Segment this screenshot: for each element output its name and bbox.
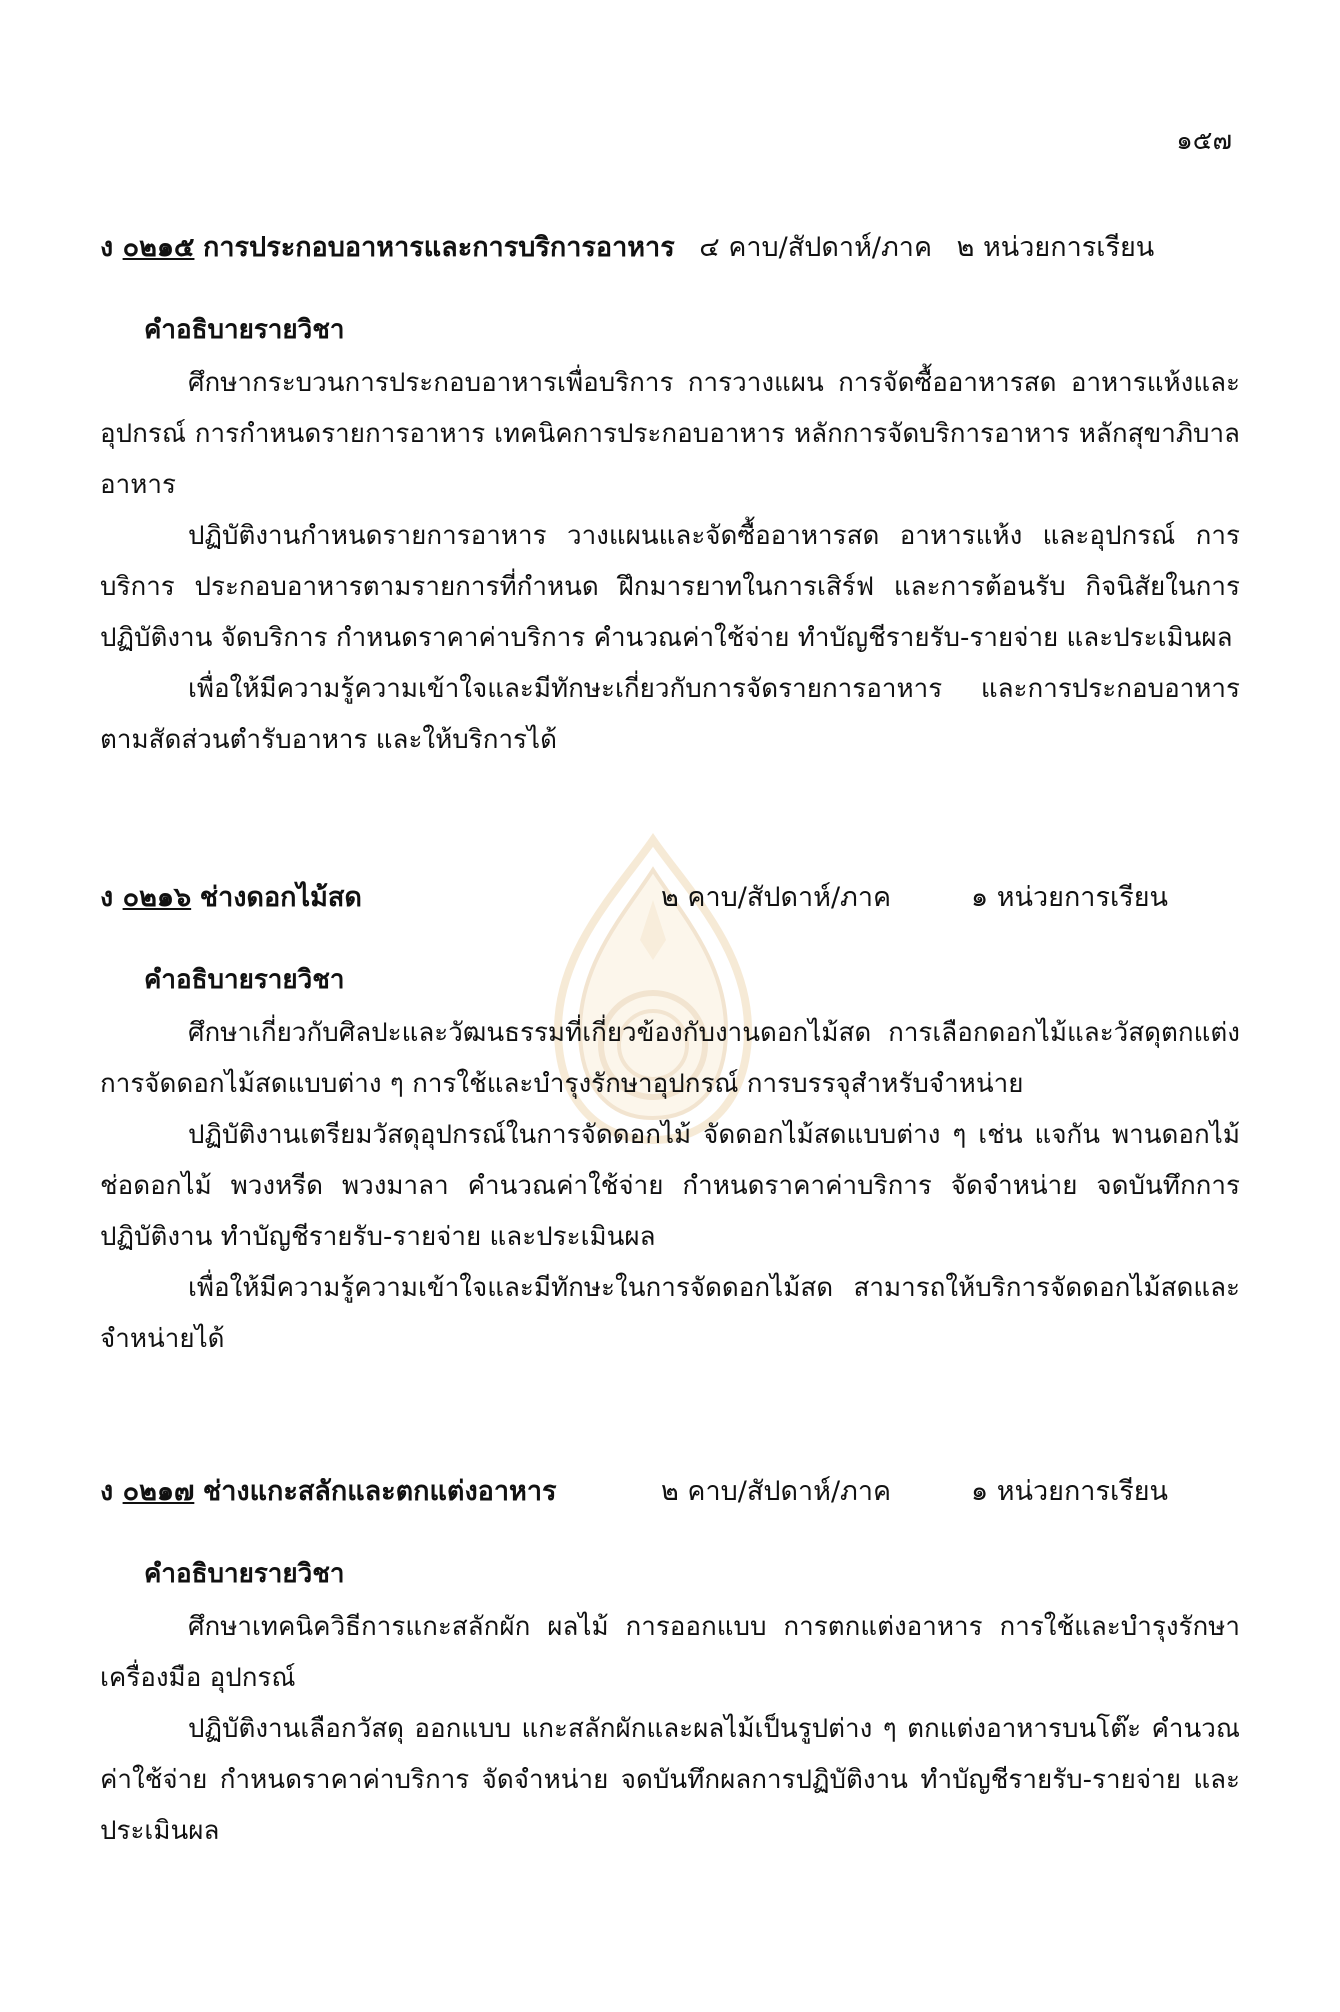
course-paragraph: ปฏิบัติงานกำหนดรายการอาหาร วางแผนและจัดซื้ออาหารสด อาหารแห้ง และอุปกรณ์ การบริการ ประกอบอาหารตามรายการที่กำหนด ฝึกมารยาทในการเสิร์ฟ และการต้อนรับ กิจนิสัยในการปฏิบัติงาน จัดบริการ กำหนดราคาค่าบริการ คำนวณค่าใช้จ่าย ทำบัญชีรายรับ-รายจ่าย และประเมินผล [100,521,1240,653]
course-description-label: คำอธิบายรายวิชา [144,1559,345,1589]
course-code-number: ๐๒๑๖ [122,882,192,913]
course-heading [100,878,1240,918]
course-units: ๑ หน่วยการเรียน [971,1476,1168,1507]
course-title: ช่างดอกไม้สด [199,882,362,913]
course-hours: ๒ คาบ/สัปดาห์/ภาค [661,1476,892,1507]
course-hours: ๒ คาบ/สัปดาห์/ภาค [661,882,892,913]
course-title: การประกอบอาหารและการบริการอาหาร [203,232,675,263]
course-paragraph: ศึกษาเทคนิควิธีการแกะสลักผัก ผลไม้ การออกแบบ การตกแต่งอาหาร การใช้และบำรุงรักษาเครื่องมือ อุปกรณ์ [100,1612,1240,1693]
page-number: ๑๕๗ [1176,126,1232,156]
course-paragraph: ปฏิบัติงานเตรียมวัสดุอุปกรณ์ในการจัดดอกไม้ จัดดอกไม้สดแบบต่าง ๆ เช่น แจกัน พานดอกไม้ ช่อดอกไม้ พวงหรีด พวงมาลา คำนวณค่าใช้จ่าย กำหนดราคาค่าบริการ จัดจำหน่าย จดบันทึกการปฏิบัติงาน ทำบัญชีรายรับ-รายจ่าย และประเมินผล [100,1120,1240,1252]
course-code-number: ๐๒๑๗ [122,1476,195,1507]
course-code-prefix: ง [100,1476,123,1507]
course-hours: ๔ คาบ/สัปดาห์/ภาค [699,232,933,263]
course-paragraph: ศึกษากระบวนการประกอบอาหารเพื่อบริการ การวางแผน การจัดซื้ออาหารสด อาหารแห้งและอุปกรณ์ การกำหนดรายการอาหาร เทคนิคการประกอบอาหาร หลักการจัดบริการอาหาร หลักสุขาภิบาลอาหาร [100,368,1240,500]
course-paragraph: เพื่อให้มีความรู้ความเข้าใจและมีทักษะเกี่ยวกับการจัดรายการอาหาร และการประกอบอาหารตามสัดส่วนตำรับอาหาร และให้บริการได้ [100,674,1240,755]
course-description-label: คำอธิบายรายวิชา [144,965,345,995]
course-title: ช่างแกะสลักและตกแต่งอาหาร [202,1476,557,1507]
course-heading [100,228,1240,268]
course-paragraph: เพื่อให้มีความรู้ความเข้าใจและมีทักษะในการจัดดอกไม้สด สามารถให้บริการจัดดอกไม้สดและจำหน่ายได้ [100,1273,1240,1354]
course-code-prefix: ง [100,882,123,913]
course-units: ๒ หน่วยการเรียน [956,232,1155,263]
course-paragraph: ปฏิบัติงานเลือกวัสดุ ออกแบบ แกะสลักผักและผลไม้เป็นรูปต่าง ๆ ตกแต่งอาหารบนโต๊ะ คำนวณค่าใช้จ่าย กำหนดราคาค่าบริการ จัดจำหน่าย จดบันทึกผลการปฏิบัติงาน ทำบัญชีรายรับ-รายจ่าย และประเมินผล [100,1714,1240,1846]
course-paragraph: ศึกษาเกี่ยวกับศิลปะและวัฒนธรรมที่เกี่ยวข้องกับงานดอกไม้สด การเลือกดอกไม้และวัสดุตกแต่ง การจัดดอกไม้สดแบบต่าง ๆ การใช้และบำรุงรักษาอุปกรณ์ การบรรจุสำหรับจำหน่าย [100,1018,1240,1099]
course-units: ๑ หน่วยการเรียน [971,882,1168,913]
course-heading [100,1472,1240,1512]
course-0215 [100,228,1240,766]
course-0217 [100,1472,1240,1857]
course-0216 [100,878,1240,1365]
course-description-label: คำอธิบายรายวิชา [144,315,345,345]
course-code-prefix: ง [100,232,123,263]
course-code-number: ๐๒๑๕ [122,232,195,263]
